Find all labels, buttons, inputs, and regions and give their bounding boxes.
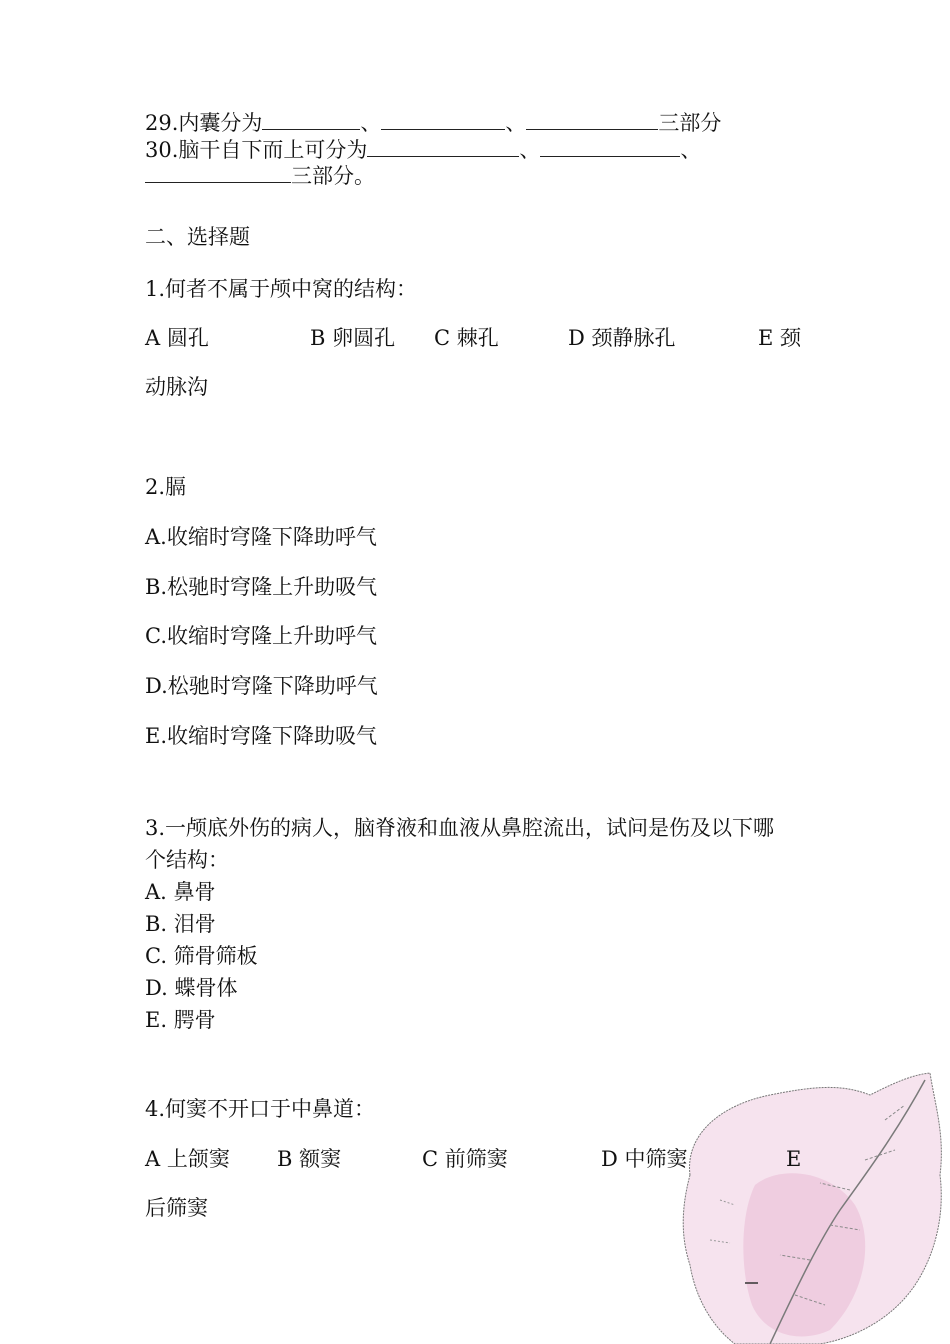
question-30 [145,137,701,163]
q2-option-b: B.松驰时穹隆上升助吸气 [145,575,378,599]
q29-prefix: 29.内囊分为 [145,111,263,135]
q4-option-c: C 前筛窦 [422,1147,508,1171]
q2-option-d: D.松驰时穹隆下降助呼气 [145,674,378,698]
q30-suffix: 三部分。 [291,164,375,188]
q30-blank-2 [540,137,680,157]
q30-blank-1 [367,137,519,157]
q1-stem: 1.何者不属于颅中窝的结构： [145,277,418,301]
q2-option-c: C.收缩时穹隆上升助呼气 [145,624,377,648]
q4-option-b: B 额窦 [277,1147,342,1171]
q29-blank-3 [526,110,658,130]
q3-option-a: A. 鼻骨 [145,880,216,904]
q2-option-e: E.收缩时穹隆下降助吸气 [145,724,378,748]
q29-blank-2 [381,110,505,130]
q1-option-e: E 颈 [758,326,802,350]
q3-option-c: C. 筛骨筛板 [145,944,258,968]
q29-suffix: 三部分 [658,111,722,135]
q3-option-e: E. 腭骨 [145,1008,216,1032]
q3-stem-line-1: 3.一颅底外伤的病人，脑脊液和血液从鼻腔流出，试问是伤及以下哪 [145,816,775,840]
q30-prefix: 30.脑干自下而上可分为 [145,138,368,162]
q3-stem-line-2: 个结构： [145,848,229,872]
q1-option-e-wrap: 动脉沟 [145,375,208,399]
q1-option-d: D 颈静脉孔 [568,326,676,350]
q30-sep-1: 、 [519,138,541,162]
q2-stem: 2.膈 [145,475,187,499]
q4-option-e-wrap: 后筛窦 [145,1196,208,1220]
q4-option-e: E [786,1147,802,1171]
leaf-watermark-icon [660,1065,950,1344]
q29-sep-2: 、 [505,111,527,135]
q2-option-a: A.收缩时穹隆下降助呼气 [145,525,377,549]
q4-option-a: A 上颌窦 [145,1147,230,1171]
section-title: 二、选择题 [145,225,250,249]
q1-option-b: B 卵圆孔 [310,326,396,350]
question-30-continued [145,163,375,189]
q3-option-b: B. 泪骨 [145,912,216,936]
q29-blank-1 [262,110,360,130]
q1-option-c: C 棘孔 [434,326,499,350]
q30-sep-2: 、 [680,138,702,162]
q29-sep-1: 、 [360,111,382,135]
q30-blank-3 [145,163,291,183]
q4-option-d: D 中筛窦 [601,1147,688,1171]
q3-option-d: D. 蝶骨体 [145,976,238,1000]
question-29 [145,110,721,136]
q1-option-a: A 圆孔 [145,326,209,350]
q4-stem: 4.何窦不开口于中鼻道： [145,1097,376,1121]
